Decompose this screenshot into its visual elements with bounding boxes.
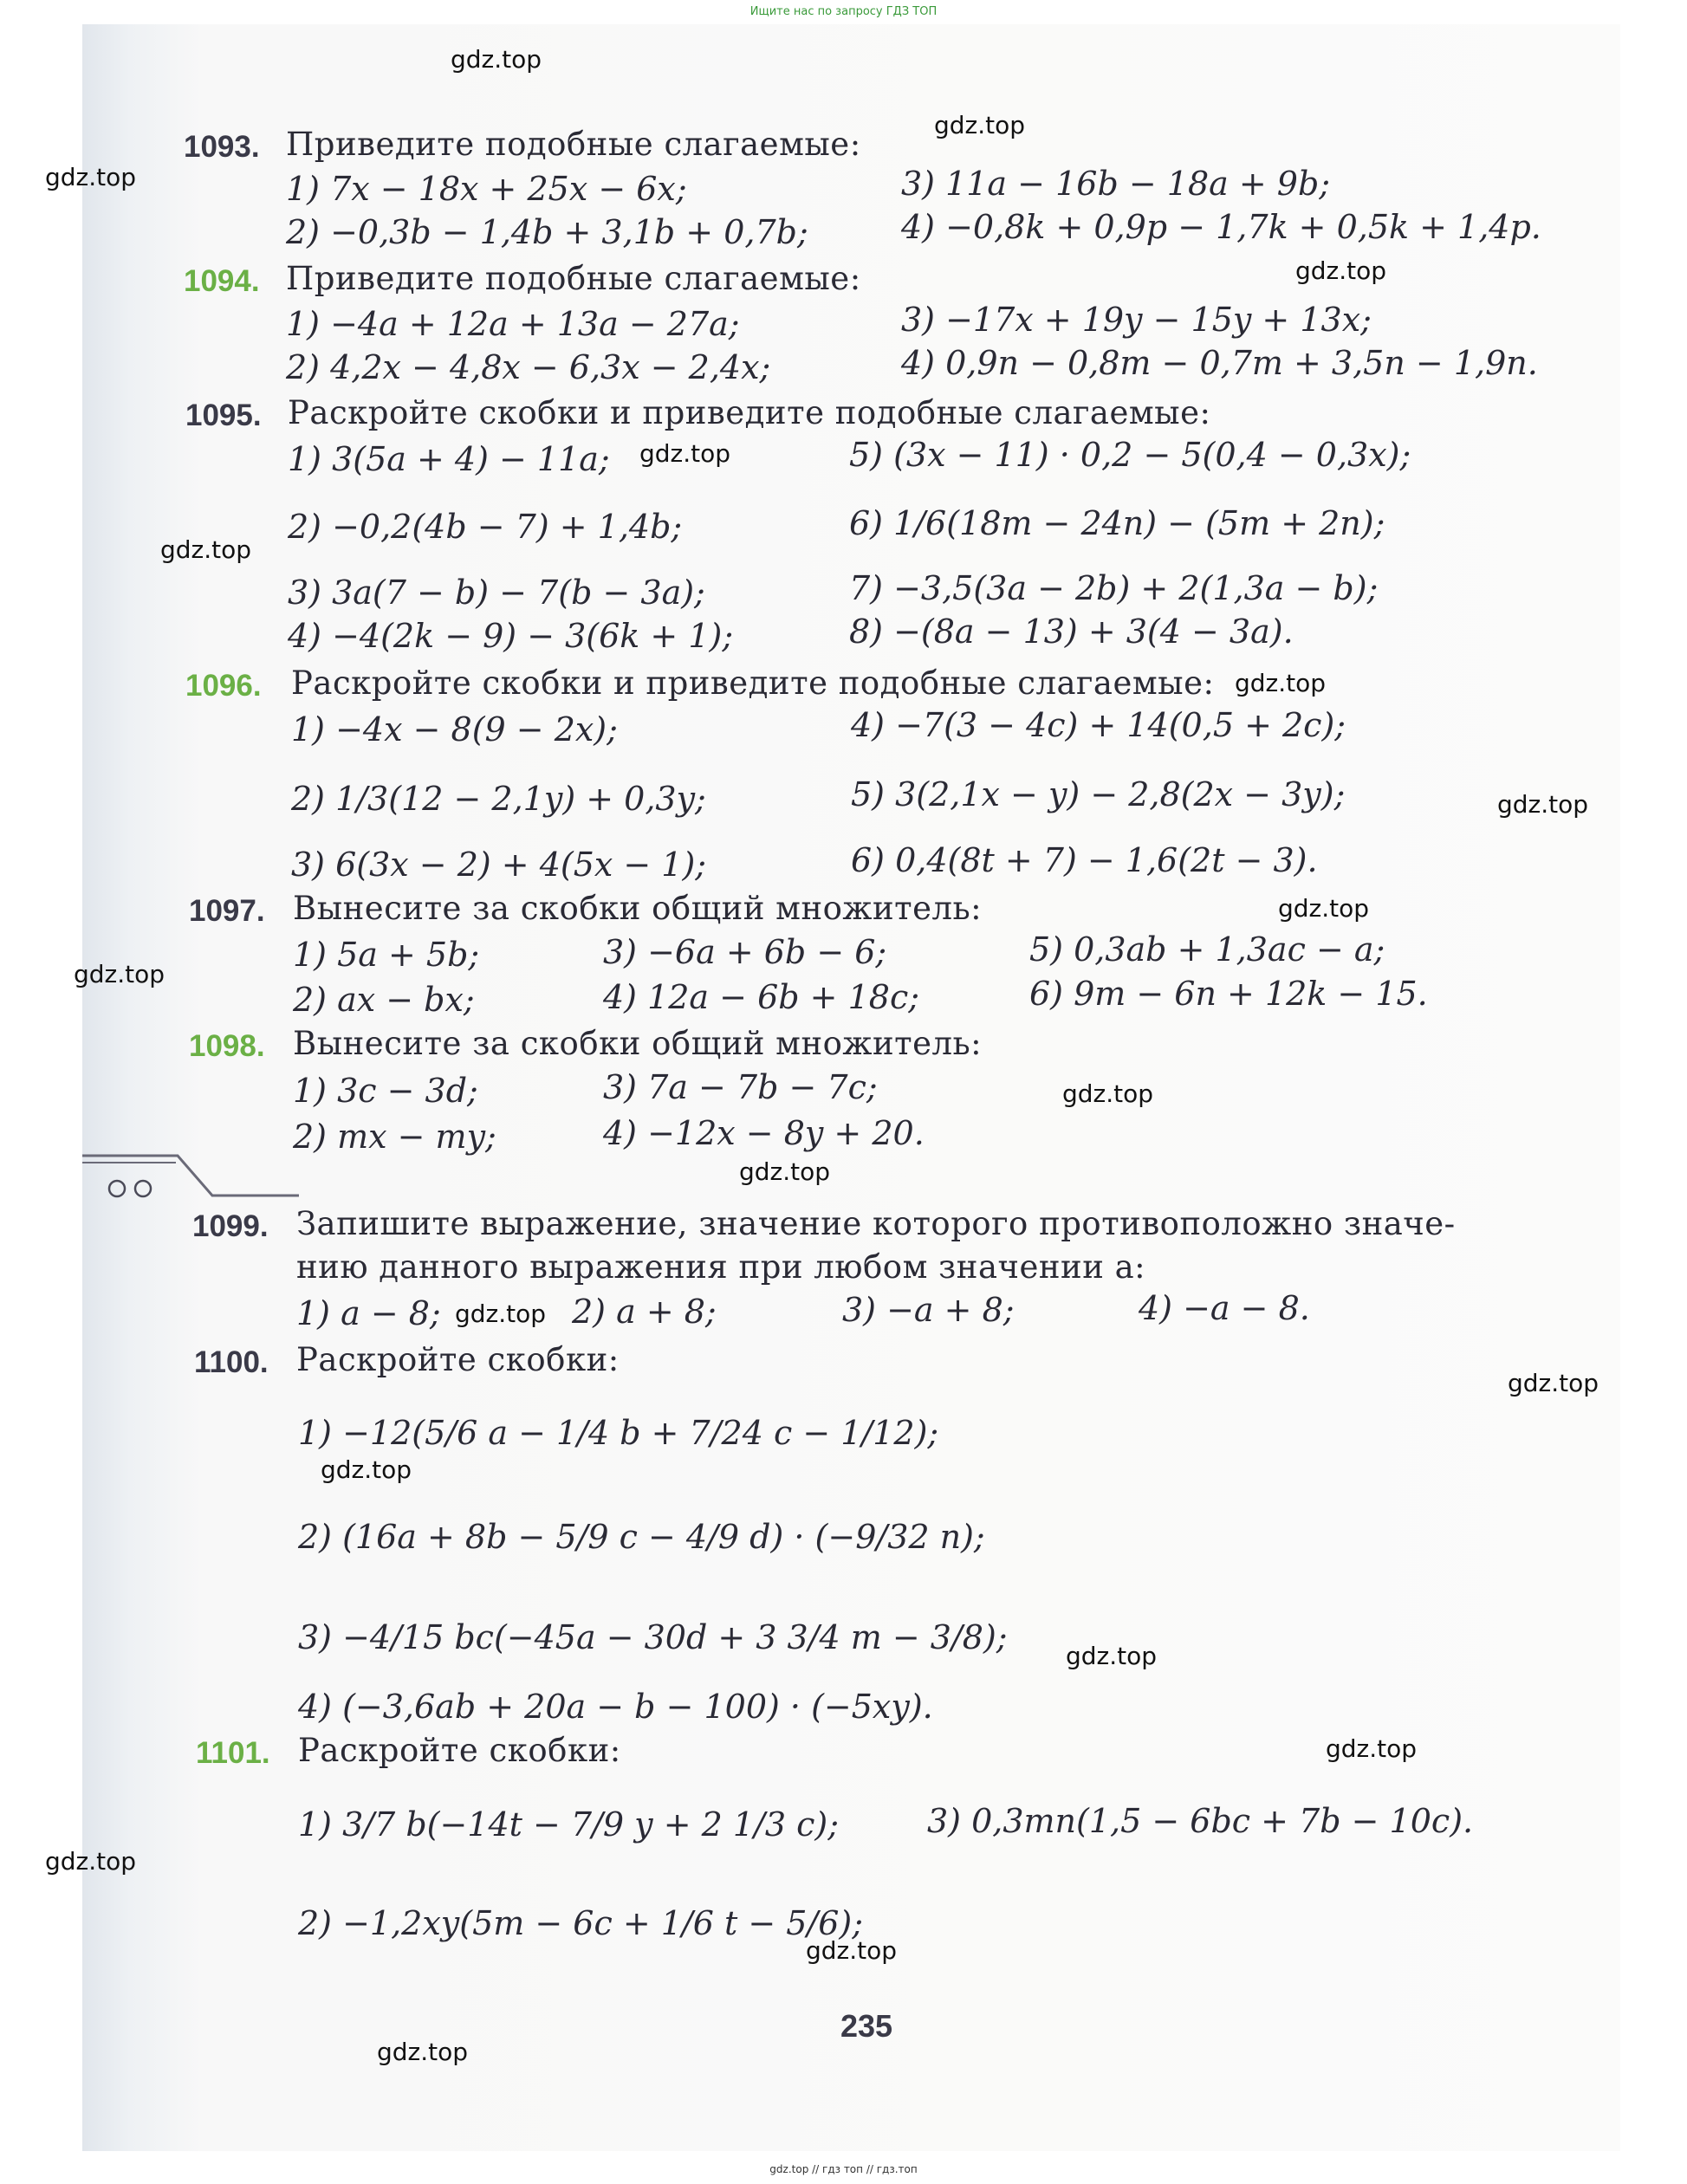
problem-title: Раскройте скобки: [298, 1732, 621, 1769]
exercise-item: 3) −4/15 bc(−45a − 30d + 3 3/4 m − 3/8); [298, 1618, 1008, 1656]
exercise-item: 3) −6a + 6b − 6; [603, 933, 887, 971]
exercise-item: 2) −0,2(4b − 7) + 1,4b; [288, 508, 683, 546]
watermark: gdz.top [1326, 1734, 1418, 1763]
exercise-item: 4) −a − 8. [1139, 1289, 1310, 1327]
exercise-item: 2) −0,3b − 1,4b + 3,1b + 0,7b; [286, 213, 808, 251]
exercise-item: 1) 7x − 18x + 25x − 6x; [286, 170, 687, 208]
watermark: gdz.top [1278, 894, 1370, 923]
exercise-item: 2) −1,2xy(5m − 6c + 1/6 t − 5/6); [298, 1904, 864, 1942]
exercise-item: 5) 3(2,1x − y) − 2,8(2x − 3y); [851, 775, 1346, 813]
exercise-item: 1) −12(5/6 a − 1/4 b + 7/24 c − 1/12); [298, 1414, 939, 1452]
exercise-item: 4) −7(3 − 4c) + 14(0,5 + 2c); [851, 706, 1346, 744]
watermark: gdz.top [45, 1847, 137, 1876]
watermark: gdz.top [160, 535, 252, 564]
watermark: gdz.top [639, 439, 731, 468]
top-banner: Ищите нас по запросу ГДЗ ТОП [749, 5, 938, 18]
watermark: gdz.top [1497, 790, 1589, 819]
exercise-item: 1) −4a + 12a + 13a − 27a; [286, 305, 740, 343]
page-number: 235 [840, 2008, 893, 2044]
watermark: gdz.top [377, 2038, 469, 2066]
exercise-item: 2) a + 8; [572, 1293, 717, 1331]
exercise-item: 2) 1/3(12 − 2,1y) + 0,3y; [291, 780, 706, 818]
exercise-item: 4) −4(2k − 9) − 3(6k + 1); [288, 617, 734, 655]
watermark: gdz.top [806, 1936, 898, 1965]
exercise-item: 8) −(8a − 13) + 3(4 − 3a). [849, 612, 1294, 651]
exercise-item: 3) −17x + 19y − 15y + 13x; [901, 301, 1372, 339]
problem-title: Вынесите за скобки общий множитель: [293, 890, 983, 927]
exercise-item: 1) −4x − 8(9 − 2x); [291, 710, 618, 749]
watermark: gdz.top [739, 1157, 831, 1186]
problem-title: Раскройте скобки и приведите подобные слагаемые: [291, 664, 1215, 702]
exercise-item: 4) (−3,6ab + 20a − b − 100) · (−5xy). [298, 1688, 933, 1726]
watermark: gdz.top [1066, 1642, 1158, 1670]
exercise-item: 1) 3/7 b(−14t − 7/9 y + 2 1/3 c); [298, 1805, 840, 1844]
problem-number: 1095. [185, 399, 262, 432]
exercise-item: 3) 0,3mn(1,5 − 6bc + 7b − 10c). [927, 1802, 1474, 1840]
watermark: gdz.top [451, 45, 542, 74]
exercise-item: 4) −12x − 8y + 20. [603, 1114, 925, 1152]
watermark: gdz.top [1508, 1369, 1599, 1397]
watermark: gdz.top [321, 1455, 412, 1484]
exercise-item: 3) 6(3x − 2) + 4(5x − 1); [291, 846, 707, 884]
watermark: gdz.top [455, 1299, 547, 1328]
watermark: gdz.top [1062, 1079, 1154, 1108]
exercise-item: 3) 7a − 7b − 7c; [603, 1068, 878, 1106]
exercise-item: 3) 11a − 16b − 18a + 9b; [901, 165, 1331, 203]
problem-title: Раскройте скобки: [296, 1341, 620, 1378]
watermark: gdz.top [934, 111, 1026, 139]
problem-number: 1099. [192, 1209, 269, 1243]
exercise-item: 5) (3x − 11) · 0,2 − 5(0,4 − 0,3x); [849, 436, 1411, 474]
exercise-item: 1) 3c − 3d; [293, 1072, 478, 1110]
problem-title: Приведите подобные слагаемые: [286, 126, 861, 163]
exercise-item: 7) −3,5(3a − 2b) + 2(1,3a − b); [849, 569, 1379, 607]
problem-title: Запишите выражение, значение которого противоположно значе- [296, 1205, 1456, 1242]
exercise-item: 2) ax − bx; [293, 981, 475, 1019]
exercise-item: 6) 9m − 6n + 12k − 15. [1029, 975, 1428, 1013]
exercise-item: 5) 0,3ab + 1,3ac − a; [1029, 930, 1385, 969]
watermark: gdz.top [74, 960, 165, 988]
problem-title: Приведите подобные слагаемые: [286, 260, 861, 297]
bottom-banner: gdz.top // гдз топ // гдз.топ [769, 2163, 918, 2175]
watermark: gdz.top [1235, 669, 1327, 697]
problem-number: 1094. [184, 264, 260, 298]
problem-number: 1098. [189, 1029, 265, 1063]
exercise-item: 6) 1/6(18m − 24n) − (5m + 2n); [849, 504, 1385, 542]
problem-number: 1097. [189, 894, 265, 928]
exercise-item: 4) 0,9n − 0,8m − 0,7m + 3,5n − 1,9n. [901, 344, 1538, 382]
problem-number: 1101. [196, 1736, 270, 1770]
watermark: gdz.top [1295, 256, 1387, 285]
problem-number: 1100. [194, 1345, 269, 1379]
problem-number: 1093. [184, 130, 260, 164]
exercise-item: 2) 4,2x − 4,8x − 6,3x − 2,4x; [286, 348, 771, 386]
problem-number: 1096. [185, 669, 262, 703]
problem-title-continued: нию данного выражения при любом значении a: [296, 1248, 1146, 1286]
problem-title: Вынесите за скобки общий множитель: [293, 1025, 983, 1062]
exercise-item: 4) 12a − 6b + 18c; [603, 978, 920, 1016]
section-divider-icon [82, 1150, 299, 1202]
exercise-item: 2) mx − my; [293, 1118, 496, 1156]
exercise-item: 2) (16a + 8b − 5/9 c − 4/9 d) · (−9/32 n); [298, 1518, 985, 1556]
watermark: gdz.top [45, 163, 137, 191]
exercise-item: 3) −a + 8; [842, 1291, 1015, 1329]
exercise-item: 6) 0,4(8t + 7) − 1,6(2t − 3). [851, 841, 1318, 879]
exercise-item: 3) 3a(7 − b) − 7(b − 3a); [288, 574, 705, 612]
problem-title: Раскройте скобки и приведите подобные слагаемые: [288, 394, 1211, 431]
exercise-item: 1) 5a + 5b; [293, 936, 480, 974]
exercise-item: 1) a − 8; [296, 1294, 441, 1332]
exercise-item: 1) 3(5a + 4) − 11a; [288, 440, 610, 478]
exercise-item: 4) −0,8k + 0,9p − 1,7k + 0,5k + 1,4p. [901, 208, 1541, 246]
